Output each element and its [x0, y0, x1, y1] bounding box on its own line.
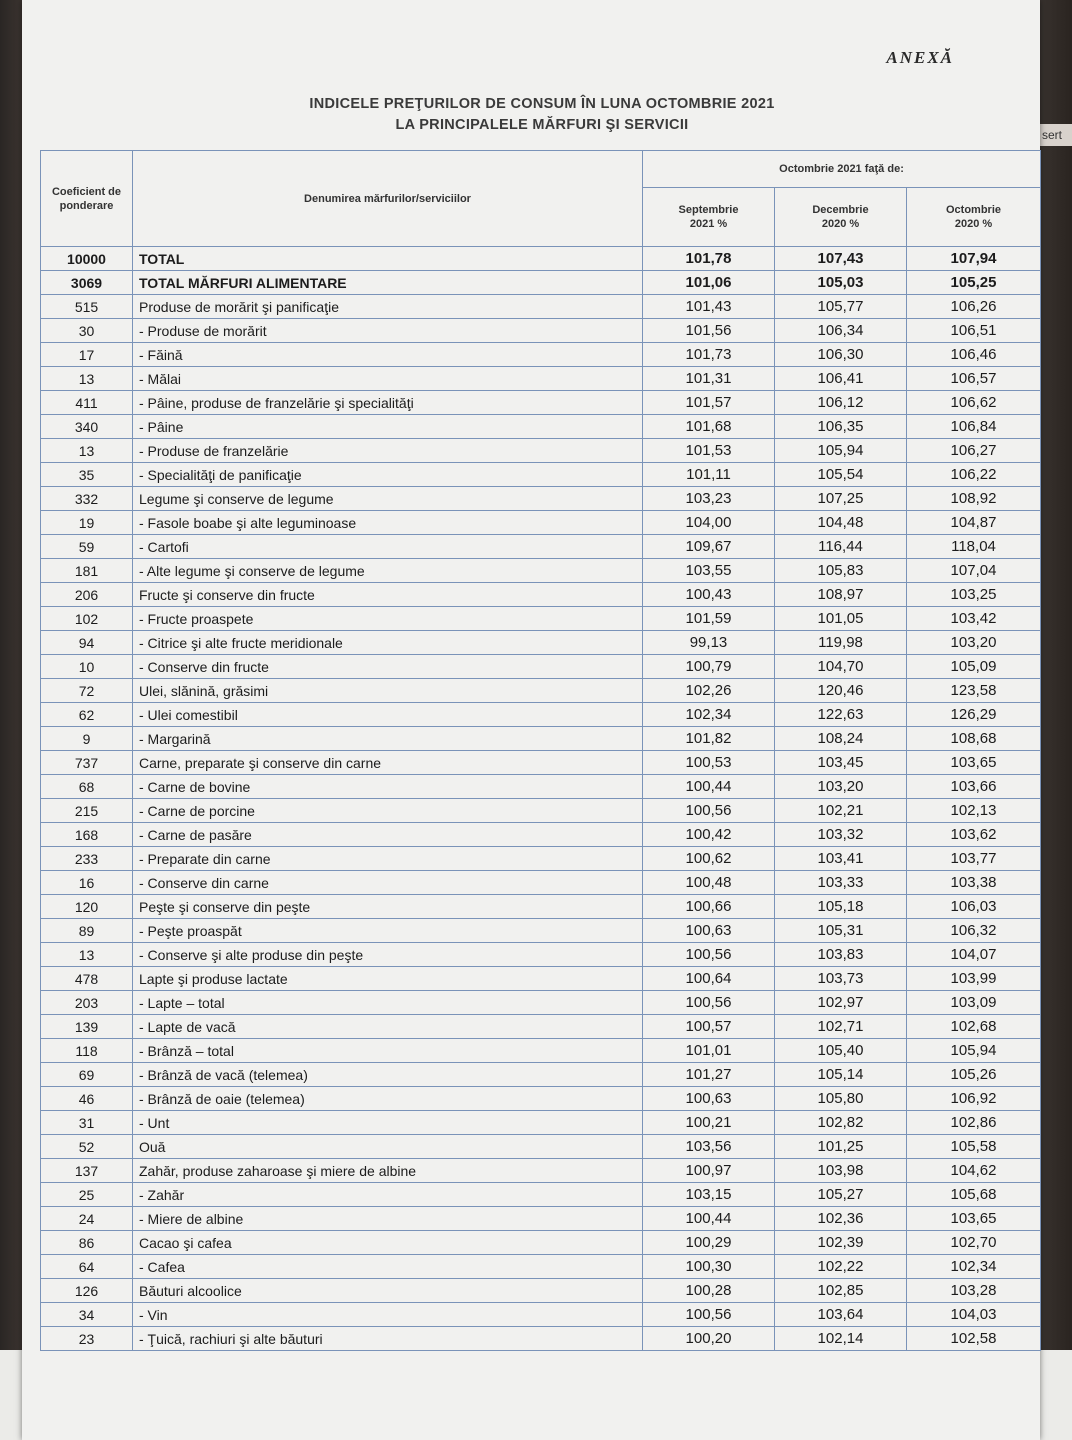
value-septembrie-cell: 101,27 — [643, 1063, 775, 1087]
item-name-cell: - Făină — [133, 343, 643, 367]
table-row — [41, 775, 1041, 799]
item-name-cell: Băuturi alcoolice — [133, 1279, 643, 1303]
item-name-cell: Ulei, slănină, grăsimi — [133, 679, 643, 703]
table-row — [41, 943, 1041, 967]
document-title — [222, 94, 862, 136]
value-octombrie-cell: 103,09 — [907, 991, 1041, 1015]
coefficient-cell: 137 — [41, 1159, 133, 1183]
coefficient-cell: 13 — [41, 439, 133, 463]
value-septembrie-cell: 101,78 — [643, 247, 775, 271]
value-octombrie-cell: 103,25 — [907, 583, 1041, 607]
value-decembrie-cell: 103,20 — [775, 775, 907, 799]
value-octombrie-cell: 105,94 — [907, 1039, 1041, 1063]
value-septembrie-cell: 100,42 — [643, 823, 775, 847]
table-row — [41, 847, 1041, 871]
item-name-cell: - Lapte de vacă — [133, 1015, 643, 1039]
item-name-cell: TOTAL MĂRFURI ALIMENTARE — [133, 271, 643, 295]
table-row — [41, 1231, 1041, 1255]
item-name-cell: - Conserve din carne — [133, 871, 643, 895]
coefficient-cell: 515 — [41, 295, 133, 319]
coefficient-cell: 332 — [41, 487, 133, 511]
coefficient-cell: 168 — [41, 823, 133, 847]
coefficient-cell: 215 — [41, 799, 133, 823]
value-decembrie-cell: 106,30 — [775, 343, 907, 367]
value-octombrie-cell: 103,62 — [907, 823, 1041, 847]
value-septembrie-cell: 100,63 — [643, 1087, 775, 1111]
value-decembrie-cell: 103,45 — [775, 751, 907, 775]
value-septembrie-cell: 101,68 — [643, 415, 775, 439]
value-decembrie-cell: 102,22 — [775, 1255, 907, 1279]
table-row — [41, 415, 1041, 439]
value-octombrie-cell: 106,51 — [907, 319, 1041, 343]
table-row — [41, 655, 1041, 679]
item-name-cell: Ouă — [133, 1135, 643, 1159]
value-octombrie-cell: 103,38 — [907, 871, 1041, 895]
coefficient-cell: 737 — [41, 751, 133, 775]
header-col-decembrie: Decembrie 2020 % — [775, 188, 907, 247]
coefficient-cell: 10 — [41, 655, 133, 679]
item-name-cell: - Ulei comestibil — [133, 703, 643, 727]
value-decembrie-cell: 107,25 — [775, 487, 907, 511]
value-octombrie-cell: 106,57 — [907, 367, 1041, 391]
header-coef: Coeficient de ponderare — [41, 151, 133, 247]
value-octombrie-cell: 106,46 — [907, 343, 1041, 367]
table-row — [41, 535, 1041, 559]
table-row — [41, 823, 1041, 847]
item-name-cell: - Preparate din carne — [133, 847, 643, 871]
value-decembrie-cell: 102,82 — [775, 1111, 907, 1135]
value-septembrie-cell: 100,79 — [643, 655, 775, 679]
coefficient-cell: 118 — [41, 1039, 133, 1063]
item-name-cell: - Carne de porcine — [133, 799, 643, 823]
value-septembrie-cell: 101,53 — [643, 439, 775, 463]
background-label: sert — [1038, 124, 1072, 146]
coefficient-cell: 62 — [41, 703, 133, 727]
value-septembrie-cell: 109,67 — [643, 535, 775, 559]
table-row — [41, 439, 1041, 463]
value-decembrie-cell: 105,40 — [775, 1039, 907, 1063]
value-septembrie-cell: 101,82 — [643, 727, 775, 751]
value-septembrie-cell: 100,66 — [643, 895, 775, 919]
item-name-cell: - Alte legume şi conserve de legume — [133, 559, 643, 583]
value-octombrie-cell: 106,62 — [907, 391, 1041, 415]
value-septembrie-cell: 101,57 — [643, 391, 775, 415]
value-septembrie-cell: 100,44 — [643, 1207, 775, 1231]
value-octombrie-cell: 104,87 — [907, 511, 1041, 535]
coefficient-cell: 120 — [41, 895, 133, 919]
coefficient-cell: 13 — [41, 943, 133, 967]
value-decembrie-cell: 106,35 — [775, 415, 907, 439]
coefficient-cell: 139 — [41, 1015, 133, 1039]
table-row — [41, 991, 1041, 1015]
value-decembrie-cell: 106,41 — [775, 367, 907, 391]
table-row — [41, 895, 1041, 919]
value-octombrie-cell: 106,03 — [907, 895, 1041, 919]
value-octombrie-cell: 107,04 — [907, 559, 1041, 583]
value-decembrie-cell: 105,77 — [775, 295, 907, 319]
value-octombrie-cell: 103,66 — [907, 775, 1041, 799]
value-octombrie-cell: 105,58 — [907, 1135, 1041, 1159]
value-septembrie-cell: 101,59 — [643, 607, 775, 631]
coefficient-cell: 72 — [41, 679, 133, 703]
coefficient-cell: 102 — [41, 607, 133, 631]
value-decembrie-cell: 108,97 — [775, 583, 907, 607]
value-octombrie-cell: 108,68 — [907, 727, 1041, 751]
coefficient-cell: 13 — [41, 367, 133, 391]
value-octombrie-cell: 106,26 — [907, 295, 1041, 319]
value-decembrie-cell: 104,70 — [775, 655, 907, 679]
coefficient-cell: 89 — [41, 919, 133, 943]
value-decembrie-cell: 107,43 — [775, 247, 907, 271]
table-row — [41, 967, 1041, 991]
value-octombrie-cell: 123,58 — [907, 679, 1041, 703]
value-septembrie-cell: 100,97 — [643, 1159, 775, 1183]
table-row — [41, 1087, 1041, 1111]
item-name-cell: - Zahăr — [133, 1183, 643, 1207]
item-name-cell: - Brânză – total — [133, 1039, 643, 1063]
header-col-octombrie: Octombrie 2020 % — [907, 188, 1041, 247]
value-octombrie-cell: 102,70 — [907, 1231, 1041, 1255]
table-row — [41, 1135, 1041, 1159]
value-decembrie-cell: 101,25 — [775, 1135, 907, 1159]
coefficient-cell: 68 — [41, 775, 133, 799]
value-octombrie-cell: 102,13 — [907, 799, 1041, 823]
coefficient-cell: 34 — [41, 1303, 133, 1327]
coefficient-cell: 19 — [41, 511, 133, 535]
value-decembrie-cell: 105,94 — [775, 439, 907, 463]
coefficient-cell: 16 — [41, 871, 133, 895]
value-decembrie-cell: 102,14 — [775, 1327, 907, 1351]
coefficient-cell: 23 — [41, 1327, 133, 1351]
value-septembrie-cell: 100,53 — [643, 751, 775, 775]
item-name-cell: - Cartofi — [133, 535, 643, 559]
item-name-cell: Legume şi conserve de legume — [133, 487, 643, 511]
value-decembrie-cell: 103,41 — [775, 847, 907, 871]
table-row — [41, 703, 1041, 727]
table-row — [41, 487, 1041, 511]
coefficient-cell: 478 — [41, 967, 133, 991]
table-row — [41, 1111, 1041, 1135]
header-group: Octombrie 2021 faţă de: — [643, 151, 1041, 188]
coefficient-cell: 69 — [41, 1063, 133, 1087]
item-name-cell: - Brânză de oaie (telemea) — [133, 1087, 643, 1111]
value-octombrie-cell: 105,68 — [907, 1183, 1041, 1207]
value-decembrie-cell: 105,03 — [775, 271, 907, 295]
table-row — [41, 1327, 1041, 1351]
item-name-cell: Carne, preparate şi conserve din carne — [133, 751, 643, 775]
value-septembrie-cell: 100,21 — [643, 1111, 775, 1135]
value-octombrie-cell: 106,92 — [907, 1087, 1041, 1111]
table-row — [41, 367, 1041, 391]
coefficient-cell: 181 — [41, 559, 133, 583]
coefficient-cell: 3069 — [41, 271, 133, 295]
table-row — [41, 559, 1041, 583]
value-decembrie-cell: 102,71 — [775, 1015, 907, 1039]
item-name-cell: - Conserve şi alte produse din peşte — [133, 943, 643, 967]
value-decembrie-cell: 104,48 — [775, 511, 907, 535]
item-name-cell: - Lapte – total — [133, 991, 643, 1015]
value-septembrie-cell: 101,01 — [643, 1039, 775, 1063]
table-row — [41, 583, 1041, 607]
item-name-cell: - Specialităţi de panificaţie — [133, 463, 643, 487]
coefficient-cell: 25 — [41, 1183, 133, 1207]
value-septembrie-cell: 101,73 — [643, 343, 775, 367]
item-name-cell: - Produse de morărit — [133, 319, 643, 343]
coefficient-cell: 64 — [41, 1255, 133, 1279]
table-row — [41, 1279, 1041, 1303]
table-row — [41, 463, 1041, 487]
item-name-cell: Fructe şi conserve din fructe — [133, 583, 643, 607]
value-decembrie-cell: 122,63 — [775, 703, 907, 727]
coefficient-cell: 59 — [41, 535, 133, 559]
item-name-cell: - Citrice şi alte fructe meridionale — [133, 631, 643, 655]
item-name-cell: - Fructe proaspete — [133, 607, 643, 631]
value-septembrie-cell: 100,56 — [643, 799, 775, 823]
item-name-cell: - Miere de albine — [133, 1207, 643, 1231]
value-septembrie-cell: 102,26 — [643, 679, 775, 703]
value-octombrie-cell: 103,28 — [907, 1279, 1041, 1303]
value-septembrie-cell: 101,56 — [643, 319, 775, 343]
table-row — [41, 247, 1041, 271]
value-octombrie-cell: 105,26 — [907, 1063, 1041, 1087]
value-octombrie-cell: 102,58 — [907, 1327, 1041, 1351]
value-decembrie-cell: 102,39 — [775, 1231, 907, 1255]
item-name-cell: - Vin — [133, 1303, 643, 1327]
coefficient-cell: 46 — [41, 1087, 133, 1111]
value-septembrie-cell: 100,56 — [643, 943, 775, 967]
value-decembrie-cell: 103,73 — [775, 967, 907, 991]
table-row — [41, 295, 1041, 319]
item-name-cell: Produse de morărit şi panificaţie — [133, 295, 643, 319]
item-name-cell: - Pâine, produse de franzelărie şi specialităţi — [133, 391, 643, 415]
value-septembrie-cell: 103,55 — [643, 559, 775, 583]
value-octombrie-cell: 103,65 — [907, 1207, 1041, 1231]
table-row — [41, 799, 1041, 823]
value-septembrie-cell: 100,44 — [643, 775, 775, 799]
table-row — [41, 319, 1041, 343]
table-row — [41, 1063, 1041, 1087]
table-row — [41, 631, 1041, 655]
value-decembrie-cell: 116,44 — [775, 535, 907, 559]
value-septembrie-cell: 99,13 — [643, 631, 775, 655]
header-name: Denumirea mărfurilor/serviciilor — [133, 151, 643, 247]
value-decembrie-cell: 102,85 — [775, 1279, 907, 1303]
item-name-cell: - Margarină — [133, 727, 643, 751]
value-septembrie-cell: 100,28 — [643, 1279, 775, 1303]
coefficient-cell: 233 — [41, 847, 133, 871]
value-septembrie-cell: 100,56 — [643, 1303, 775, 1327]
value-octombrie-cell: 103,99 — [907, 967, 1041, 991]
value-octombrie-cell: 126,29 — [907, 703, 1041, 727]
value-decembrie-cell: 105,54 — [775, 463, 907, 487]
value-octombrie-cell: 106,84 — [907, 415, 1041, 439]
value-septembrie-cell: 101,43 — [643, 295, 775, 319]
value-octombrie-cell: 103,42 — [907, 607, 1041, 631]
value-septembrie-cell: 100,63 — [643, 919, 775, 943]
value-octombrie-cell: 106,32 — [907, 919, 1041, 943]
item-name-cell: - Mălai — [133, 367, 643, 391]
item-name-cell: - Fasole boabe şi alte leguminoase — [133, 511, 643, 535]
value-decembrie-cell: 106,12 — [775, 391, 907, 415]
value-decembrie-cell: 103,33 — [775, 871, 907, 895]
value-decembrie-cell: 102,97 — [775, 991, 907, 1015]
value-octombrie-cell: 106,27 — [907, 439, 1041, 463]
value-decembrie-cell: 102,36 — [775, 1207, 907, 1231]
item-name-cell: - Carne de pasăre — [133, 823, 643, 847]
item-name-cell: - Ţuică, rachiuri şi alte băuturi — [133, 1327, 643, 1351]
table-row — [41, 1039, 1041, 1063]
item-name-cell: - Cafea — [133, 1255, 643, 1279]
table-row — [41, 1159, 1041, 1183]
item-name-cell: - Conserve din fructe — [133, 655, 643, 679]
coefficient-cell: 203 — [41, 991, 133, 1015]
table-row — [41, 679, 1041, 703]
value-octombrie-cell: 103,20 — [907, 631, 1041, 655]
value-octombrie-cell: 106,22 — [907, 463, 1041, 487]
value-octombrie-cell: 104,62 — [907, 1159, 1041, 1183]
value-octombrie-cell: 105,25 — [907, 271, 1041, 295]
value-septembrie-cell: 100,57 — [643, 1015, 775, 1039]
value-octombrie-cell: 102,68 — [907, 1015, 1041, 1039]
table-row — [41, 391, 1041, 415]
item-name-cell: - Brânză de vacă (telemea) — [133, 1063, 643, 1087]
value-decembrie-cell: 105,31 — [775, 919, 907, 943]
coefficient-cell: 35 — [41, 463, 133, 487]
table-row — [41, 919, 1041, 943]
value-septembrie-cell: 100,20 — [643, 1327, 775, 1351]
value-decembrie-cell: 120,46 — [775, 679, 907, 703]
item-name-cell: - Pâine — [133, 415, 643, 439]
table-row — [41, 1183, 1041, 1207]
coefficient-cell: 31 — [41, 1111, 133, 1135]
table-row — [41, 343, 1041, 367]
coefficient-cell: 24 — [41, 1207, 133, 1231]
value-decembrie-cell: 105,80 — [775, 1087, 907, 1111]
value-septembrie-cell: 100,48 — [643, 871, 775, 895]
header-col-septembrie: Septembrie 2021 % — [643, 188, 775, 247]
table-row — [41, 1255, 1041, 1279]
coefficient-cell: 10000 — [41, 247, 133, 271]
value-septembrie-cell: 100,64 — [643, 967, 775, 991]
value-septembrie-cell: 100,62 — [643, 847, 775, 871]
value-septembrie-cell: 100,29 — [643, 1231, 775, 1255]
table-row — [41, 1303, 1041, 1327]
coefficient-cell: 126 — [41, 1279, 133, 1303]
value-octombrie-cell: 103,65 — [907, 751, 1041, 775]
value-septembrie-cell: 103,23 — [643, 487, 775, 511]
coefficient-cell: 206 — [41, 583, 133, 607]
coefficient-cell: 30 — [41, 319, 133, 343]
value-octombrie-cell: 105,09 — [907, 655, 1041, 679]
value-decembrie-cell: 103,98 — [775, 1159, 907, 1183]
item-name-cell: - Peşte proaspăt — [133, 919, 643, 943]
value-octombrie-cell: 118,04 — [907, 535, 1041, 559]
value-septembrie-cell: 100,43 — [643, 583, 775, 607]
value-decembrie-cell: 102,21 — [775, 799, 907, 823]
value-decembrie-cell: 106,34 — [775, 319, 907, 343]
value-decembrie-cell: 108,24 — [775, 727, 907, 751]
value-septembrie-cell: 100,56 — [643, 991, 775, 1015]
value-septembrie-cell: 103,56 — [643, 1135, 775, 1159]
value-septembrie-cell: 101,31 — [643, 367, 775, 391]
coefficient-cell: 411 — [41, 391, 133, 415]
coefficient-cell: 17 — [41, 343, 133, 367]
item-name-cell: - Produse de franzelărie — [133, 439, 643, 463]
value-octombrie-cell: 104,07 — [907, 943, 1041, 967]
value-decembrie-cell: 101,05 — [775, 607, 907, 631]
value-septembrie-cell: 103,15 — [643, 1183, 775, 1207]
table-row — [41, 271, 1041, 295]
title-line-2: LA PRINCIPALELE MĂRFURI ŞI SERVICII — [395, 117, 689, 133]
coefficient-cell: 340 — [41, 415, 133, 439]
item-name-cell: Lapte şi produse lactate — [133, 967, 643, 991]
value-octombrie-cell: 104,03 — [907, 1303, 1041, 1327]
value-decembrie-cell: 105,14 — [775, 1063, 907, 1087]
title-line-1: INDICELE PREŢURILOR DE CONSUM ÎN LUNA OCTOMBRIE 2021 — [309, 96, 775, 112]
value-septembrie-cell: 104,00 — [643, 511, 775, 535]
table-row — [41, 511, 1041, 535]
coefficient-cell: 86 — [41, 1231, 133, 1255]
table-row — [41, 1015, 1041, 1039]
value-octombrie-cell: 103,77 — [907, 847, 1041, 871]
value-octombrie-cell: 102,34 — [907, 1255, 1041, 1279]
annex-label: ANEXĂ — [886, 48, 954, 67]
item-name-cell: - Unt — [133, 1111, 643, 1135]
coefficient-cell: 52 — [41, 1135, 133, 1159]
cpi-table — [40, 150, 1041, 1351]
value-octombrie-cell: 107,94 — [907, 247, 1041, 271]
value-octombrie-cell: 102,86 — [907, 1111, 1041, 1135]
value-septembrie-cell: 102,34 — [643, 703, 775, 727]
value-decembrie-cell: 105,83 — [775, 559, 907, 583]
value-decembrie-cell: 103,32 — [775, 823, 907, 847]
item-name-cell: - Carne de bovine — [133, 775, 643, 799]
value-septembrie-cell: 100,30 — [643, 1255, 775, 1279]
table-row — [41, 1207, 1041, 1231]
value-decembrie-cell: 119,98 — [775, 631, 907, 655]
value-septembrie-cell: 101,06 — [643, 271, 775, 295]
table-row — [41, 607, 1041, 631]
item-name-cell: Peşte şi conserve din peşte — [133, 895, 643, 919]
value-decembrie-cell: 105,27 — [775, 1183, 907, 1207]
value-decembrie-cell: 103,64 — [775, 1303, 907, 1327]
value-octombrie-cell: 108,92 — [907, 487, 1041, 511]
coefficient-cell: 9 — [41, 727, 133, 751]
item-name-cell: TOTAL — [133, 247, 643, 271]
item-name-cell: Zahăr, produse zaharoase şi miere de albine — [133, 1159, 643, 1183]
coefficient-cell: 94 — [41, 631, 133, 655]
value-decembrie-cell: 103,83 — [775, 943, 907, 967]
item-name-cell: Cacao şi cafea — [133, 1231, 643, 1255]
value-septembrie-cell: 101,11 — [643, 463, 775, 487]
table-row — [41, 751, 1041, 775]
table-row — [41, 727, 1041, 751]
table-row — [41, 871, 1041, 895]
value-decembrie-cell: 105,18 — [775, 895, 907, 919]
